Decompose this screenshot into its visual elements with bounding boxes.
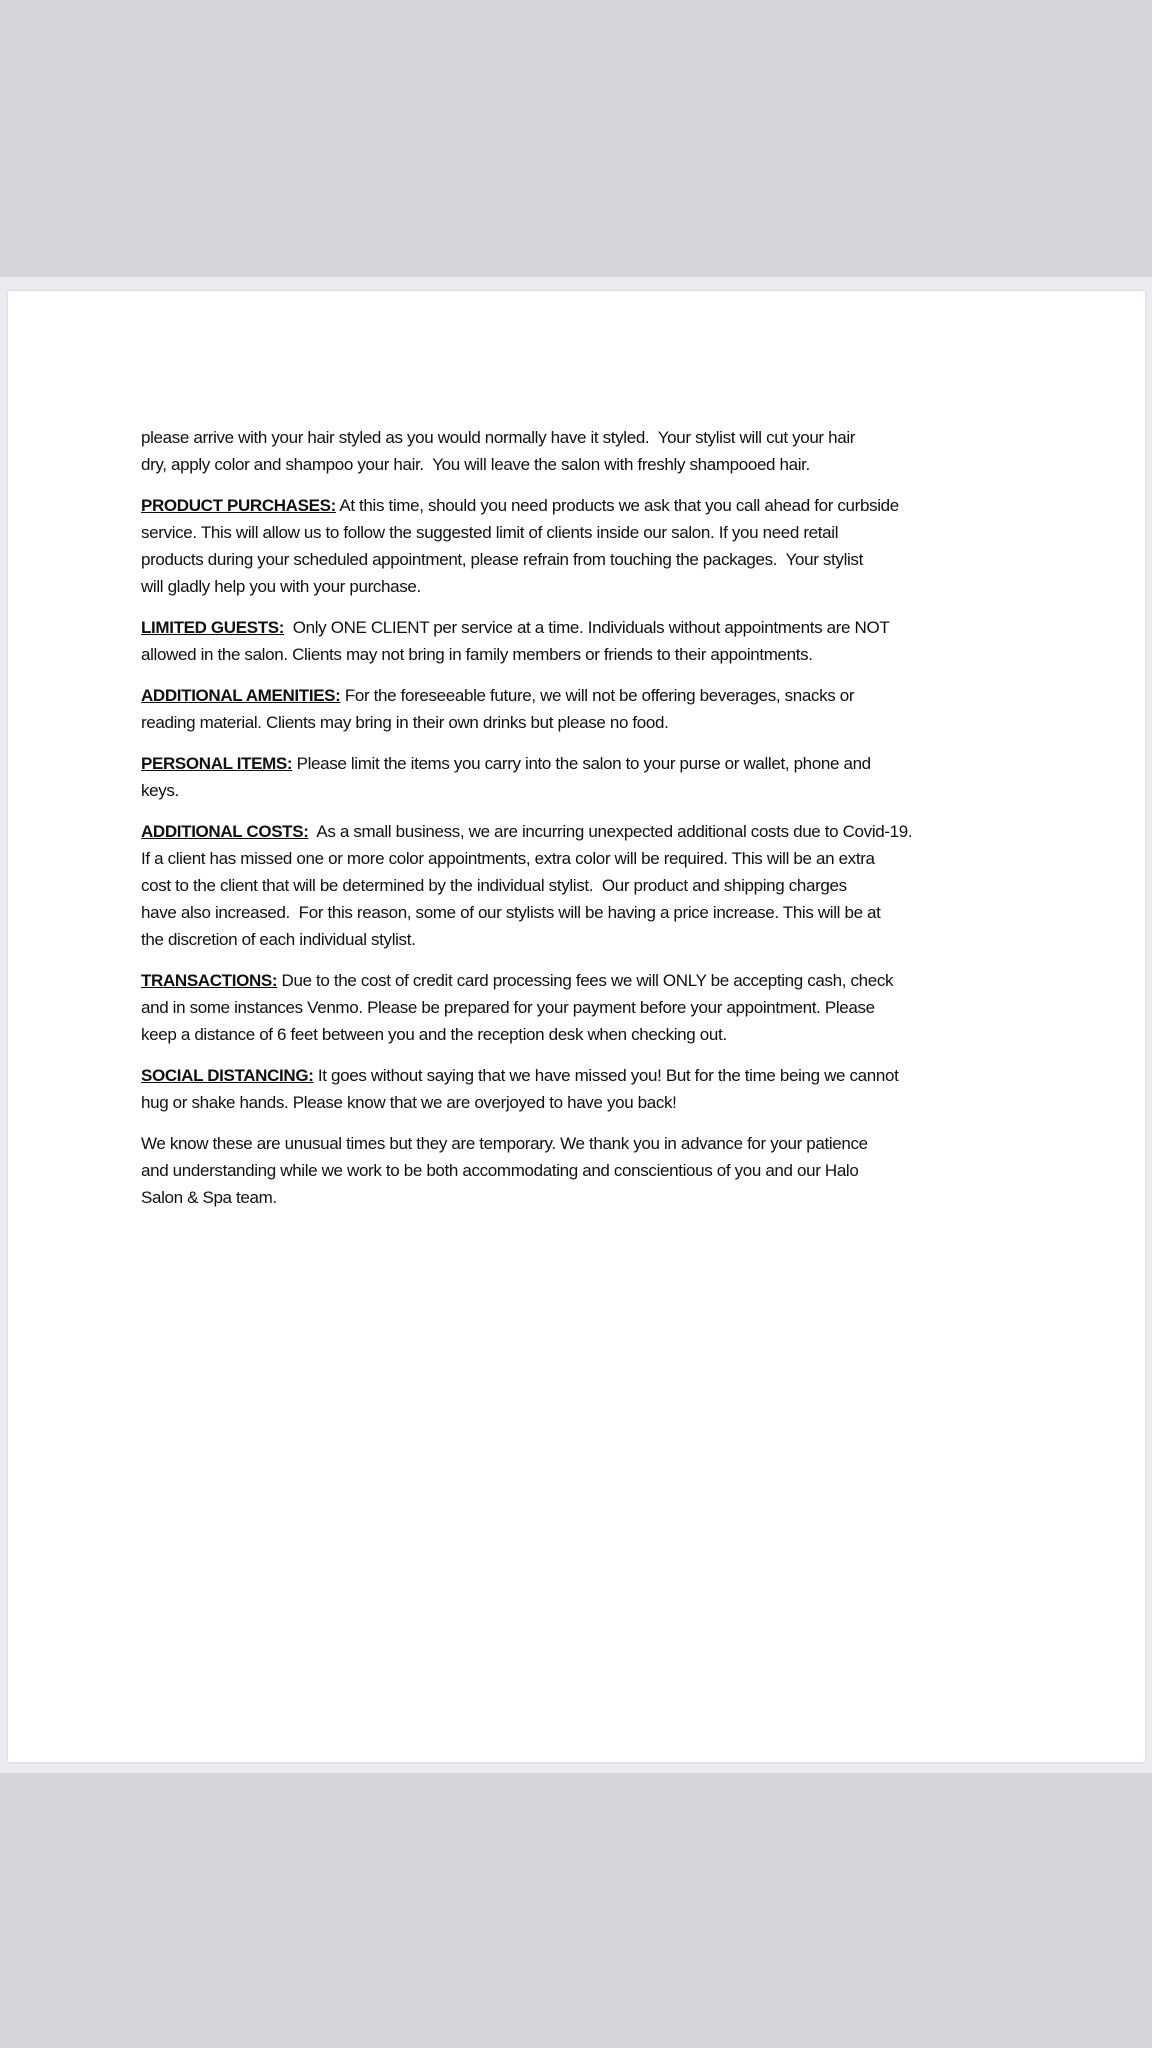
paragraph-transactions (141, 967, 1041, 1048)
paragraph-text: At this time, should you need products we ask that you call ahead for curbside service. This will allow us to follow the suggested limit of clients inside our salon. If you need retail products during your scheduled appointment, please refrain from touching the packages. Your stylist will gladly help you with your purchase. (141, 496, 899, 596)
paragraph-text: For the foreseeable future, we will not be offering beverages, snacks or reading material. Clients may bring in their own drinks but please no food. (141, 686, 855, 732)
paragraph-text: As a small business, we are incurring unexpected additional costs due to Covid-19. If a client has missed one or more color appointments, extra color will be required. This will be an extra cost to the client that will be determined by the individual stylist. Our product and shipping charges have also increased. For this reason, some of our stylists will be having a price increase. This will be at the discretion of each individual stylist. (141, 822, 913, 949)
section-heading: TRANSACTIONS: (141, 971, 278, 990)
paragraph-text: Only ONE CLIENT per service at a time. Individuals without appointments are NOT allowed in the salon. Clients may not bring in family members or friends to their appointments. (141, 618, 890, 664)
paragraph-product-purchases (141, 492, 1041, 600)
section-heading: LIMITED GUESTS: (141, 618, 285, 637)
paragraph-additional-costs (141, 818, 1041, 953)
section-heading: PRODUCT PURCHASES: (141, 496, 336, 515)
paragraph-text: Due to the cost of credit card processing fees we will ONLY be accepting cash, check and in some instances Venmo. Please be prepared for your payment before your appointment. Please keep a distance of 6 feet between you and the reception desk when checking out. (141, 971, 894, 1044)
paragraph-social-distancing (141, 1062, 1041, 1116)
paragraph-text: We know these are unusual times but they are temporary. We thank you in advance for your patience and understanding while we work to be both accommodating and conscientious of you and our Halo Salon & Spa team. (141, 1134, 868, 1207)
paragraph-text: Please limit the items you carry into the salon to your purse or wallet, phone and keys. (141, 754, 871, 800)
document-body (141, 424, 1041, 1225)
paragraph-additional-amenities (141, 682, 1041, 736)
paragraph-text: please arrive with your hair styled as you would normally have it styled. Your stylist will cut your hair dry, apply color and shampoo your hair. You will leave the salon with freshly shampooed hair. (141, 428, 856, 474)
paragraph-closing (141, 1130, 1041, 1211)
section-heading: PERSONAL ITEMS: (141, 754, 293, 773)
document-page[interactable] (8, 291, 1145, 1762)
section-heading: ADDITIONAL COSTS: (141, 822, 309, 841)
section-heading: SOCIAL DISTANCING: (141, 1066, 314, 1085)
paragraph-personal-items (141, 750, 1041, 804)
section-heading: ADDITIONAL AMENITIES: (141, 686, 341, 705)
paragraph-limited-guests (141, 614, 1041, 668)
paragraph-text: It goes without saying that we have missed you! But for the time being we cannot hug or shake hands. Please know that we are overjoyed to have you back! (141, 1066, 899, 1112)
paragraph-intro (141, 424, 1041, 478)
